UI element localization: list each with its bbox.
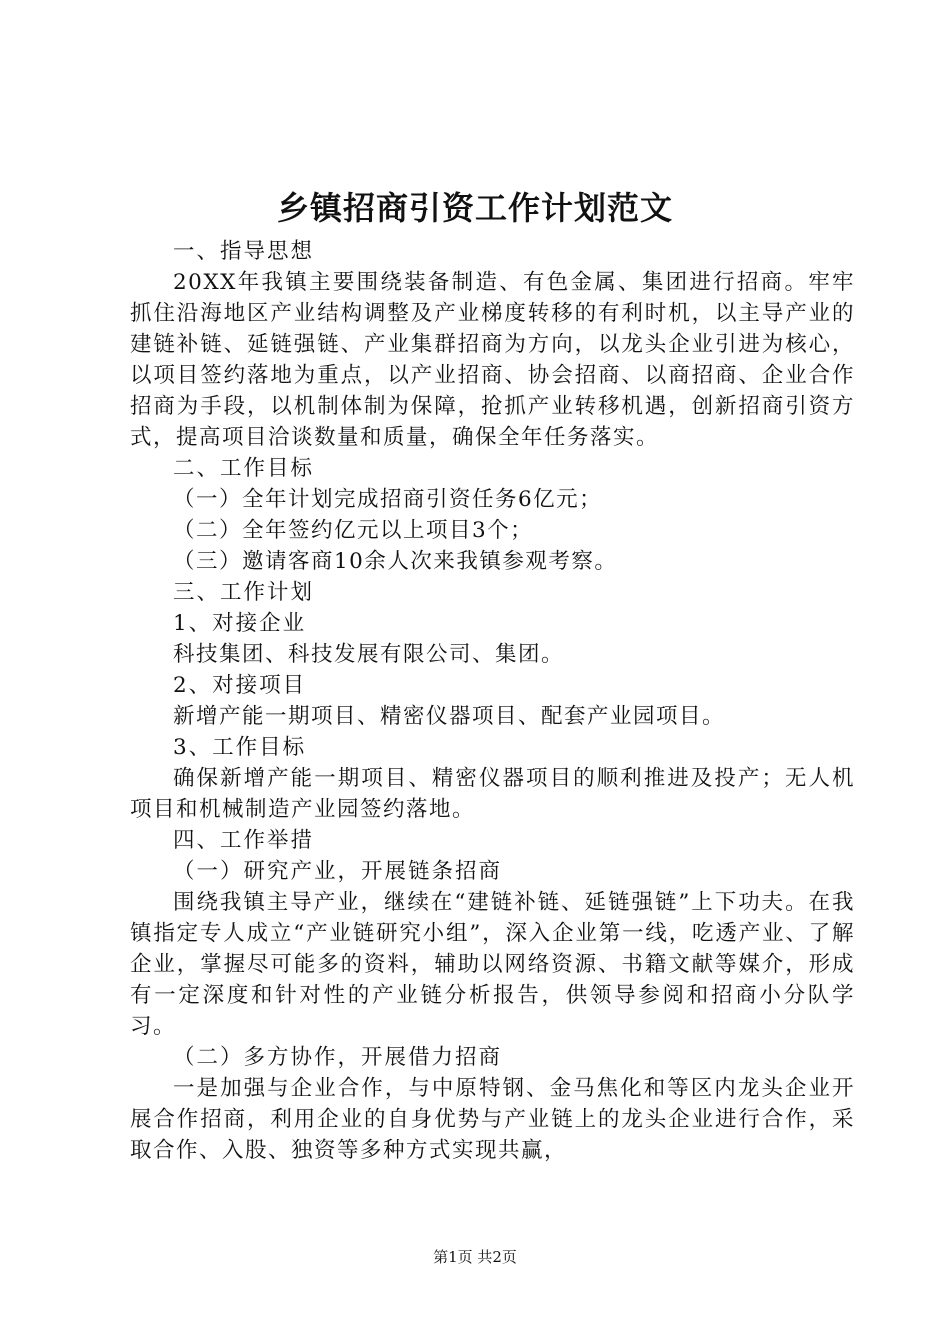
subsection-heading: 2、对接项目 [173,673,307,698]
document-body [130,236,855,1166]
section-heading: 三、工作计划 [173,580,315,605]
paragraph: 新增产能一期项目、精密仪器项目、配套产业园项目。 [173,704,726,729]
paragraph: 20XX年我镇主要围绕装备制造、有色金属、集团进行招商。牢牢抓住沿海地区产业结构调整及产业梯度转移的有利时机，以主导产业的建链补链、延链强链、产业集群招商为方向，以龙头企业引进为核心，以项目签约落地为重点，以产业招商、协会招商、以商招商、企业合作招商为手段，以机制体制为保障，抢抓产业转移机遇，创新招商引资方式，提高项目洽谈数量和质量，确保全年任务落实。 [130,270,855,450]
subsection-heading: 3、工作目标 [173,735,307,760]
paragraph: 确保新增产能一期项目、精密仪器项目的顺利推进及投产；无人机项目和机械制造产业园签约落地。 [130,766,855,822]
paragraph: 一是加强与企业合作，与中原特钢、金马焦化和等区内龙头企业开展合作招商，利用企业的自身优势与产业链上的龙头企业进行合作，采取合作、入股、独资等多种方式实现共赢， [130,1076,855,1163]
page-footer: 第1页 共2页 [433,1248,517,1266]
paragraph: 科技集团、科技发展有限公司、集团。 [173,642,565,667]
subsection-heading: 1、对接企业 [173,611,307,636]
section-heading: 四、工作举措 [173,828,315,853]
list-item: （二）全年签约亿元以上项目3个； [173,518,534,543]
list-item: （一）全年计划完成招商引资任务6亿元； [173,487,603,512]
document-title: 乡镇招商引资工作计划范文 [276,189,673,227]
section-heading: 二、工作目标 [173,456,315,481]
section-heading: 一、指导思想 [173,239,315,264]
subsection-heading: （一）研究产业，开展链条招商 [173,859,503,884]
paragraph: 围绕我镇主导产业，继续在“建链补链、延链强链”上下功夫。在我镇指定专人成立“产业链研究小组”，深入企业第一线，吃透产业、了解企业，掌握尽可能多的资料，辅助以网络资源、书籍文献等媒介，形成有一定深度和针对性的产业链分析报告，供领导参阅和招商小分队学习。 [130,890,855,1039]
subsection-heading: （二）多方协作，开展借力招商 [173,1045,503,1070]
list-item: （三）邀请客商10余人次来我镇参观考察。 [173,549,618,574]
